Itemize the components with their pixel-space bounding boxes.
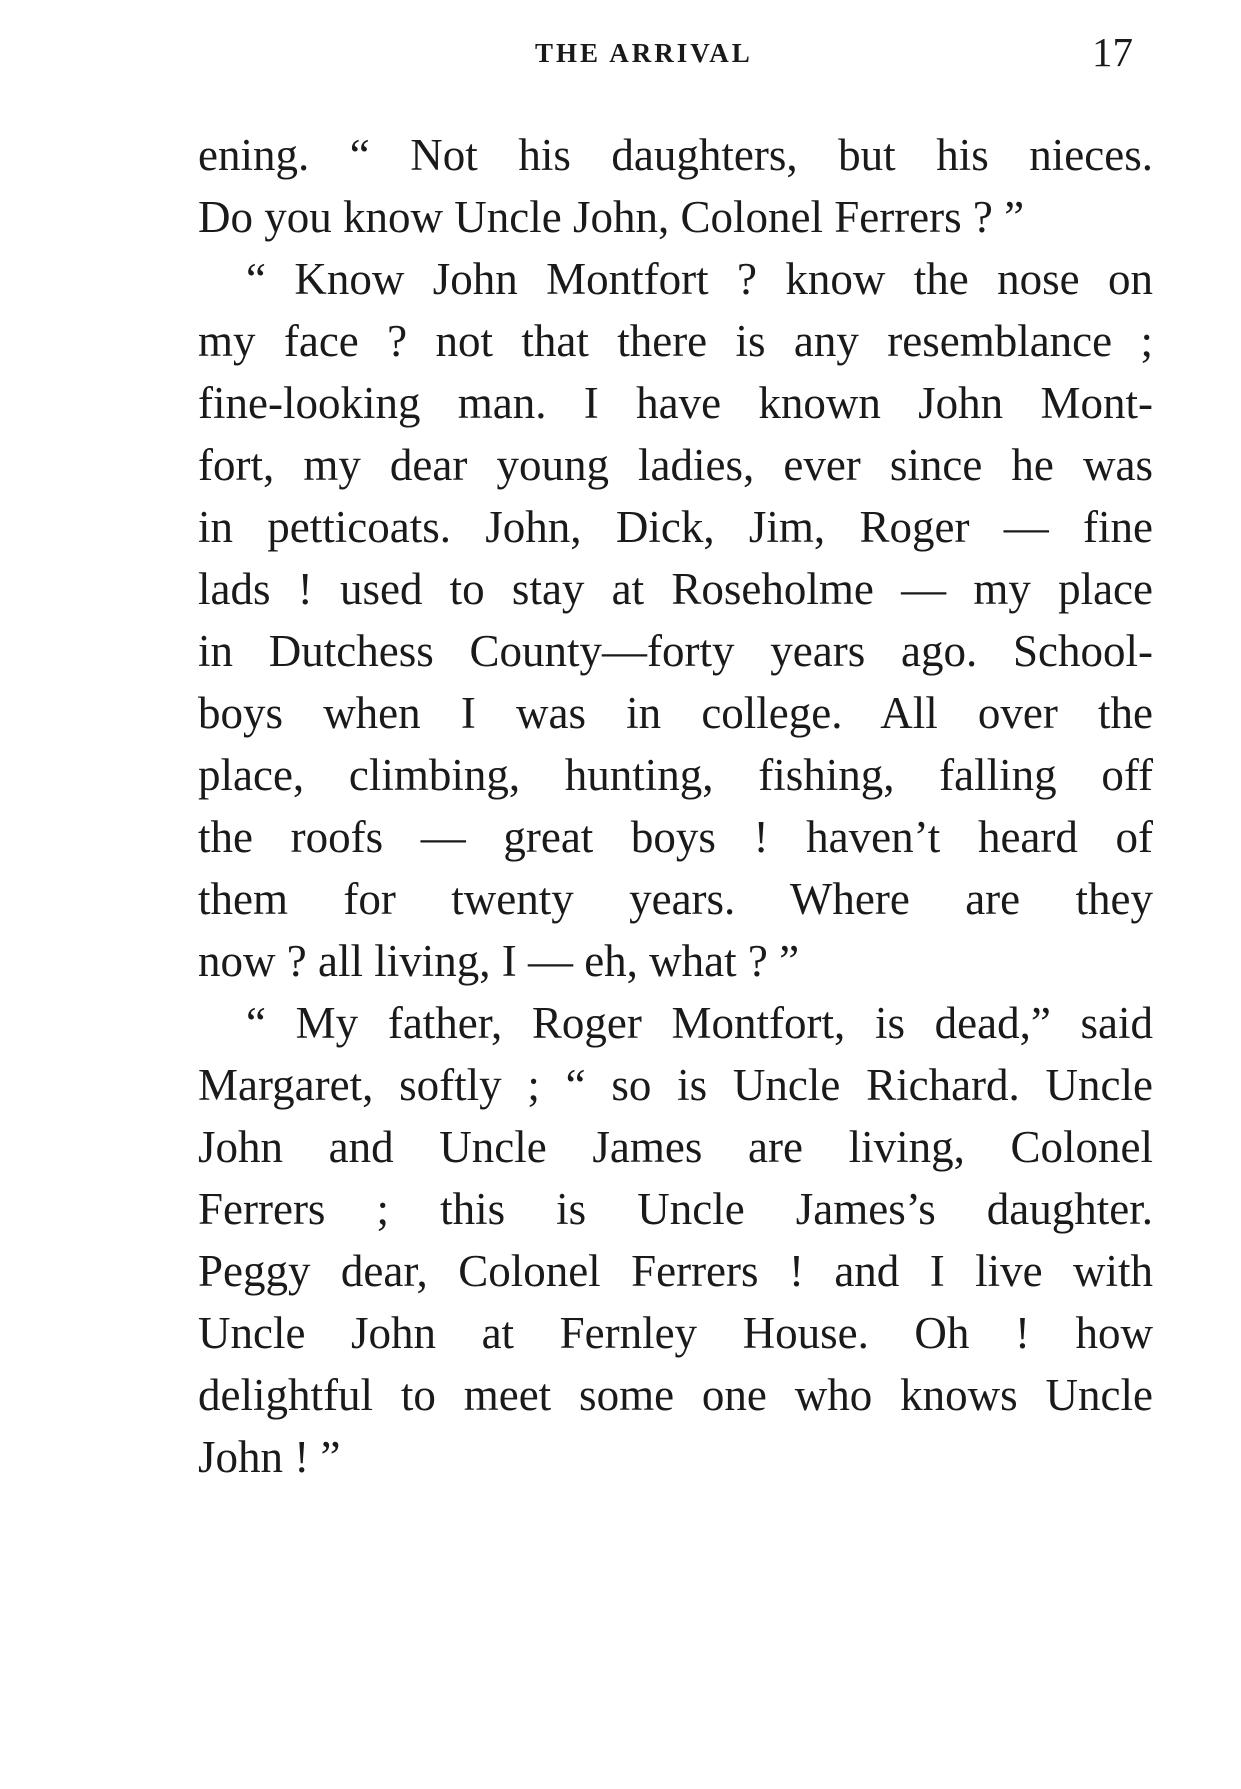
text-line: lads ! used to stay at Roseholme — my place bbox=[198, 564, 1153, 614]
text-line: delightful to meet some one who knows Uncle bbox=[198, 1370, 1153, 1420]
page-number: 17 bbox=[1092, 29, 1133, 75]
text-line: ening. “ Not his daughters, but his nieces. bbox=[198, 130, 1153, 180]
text-line: the roofs — great boys ! haven’t heard of bbox=[198, 812, 1153, 862]
text-line: Do you know Uncle John, Colonel Ferrers ? ” bbox=[198, 192, 1025, 242]
text-line: fine-looking man. I have known John Mont- bbox=[198, 378, 1153, 428]
text-line: them for twenty years. Where are they bbox=[198, 874, 1153, 924]
text-line: Margaret, softly ; “ so is Uncle Richard. Uncle bbox=[198, 1060, 1153, 1110]
text-line: fort, my dear young ladies, ever since he was bbox=[198, 440, 1153, 490]
running-title: THE ARRIVAL bbox=[535, 38, 753, 68]
text-line: Ferrers ; this is Uncle James’s daughter. bbox=[198, 1184, 1153, 1234]
text-line: John ! ” bbox=[198, 1432, 341, 1482]
text-line: John and Uncle James are living, Colonel bbox=[198, 1122, 1153, 1172]
text-line: place, climbing, hunting, fishing, falling off bbox=[198, 750, 1153, 800]
text-line: “ My father, Roger Montfort, is dead,” said bbox=[246, 998, 1153, 1048]
text-line: Peggy dear, Colonel Ferrers ! and I live with bbox=[198, 1246, 1153, 1296]
text-line: “ Know John Montfort ? know the nose on bbox=[246, 254, 1153, 304]
text-line: my face ? not that there is any resemblance ; bbox=[198, 316, 1153, 366]
text-line: in Dutchess County—forty years ago. School- bbox=[198, 626, 1153, 676]
text-line: Uncle John at Fernley House. Oh ! how bbox=[198, 1308, 1153, 1358]
text-line: now ? all living, I — eh, what ? ” bbox=[198, 936, 800, 986]
text-line: in petticoats. John, Dick, Jim, Roger — fine bbox=[198, 502, 1153, 552]
text-line: boys when I was in college. All over the bbox=[198, 688, 1153, 738]
